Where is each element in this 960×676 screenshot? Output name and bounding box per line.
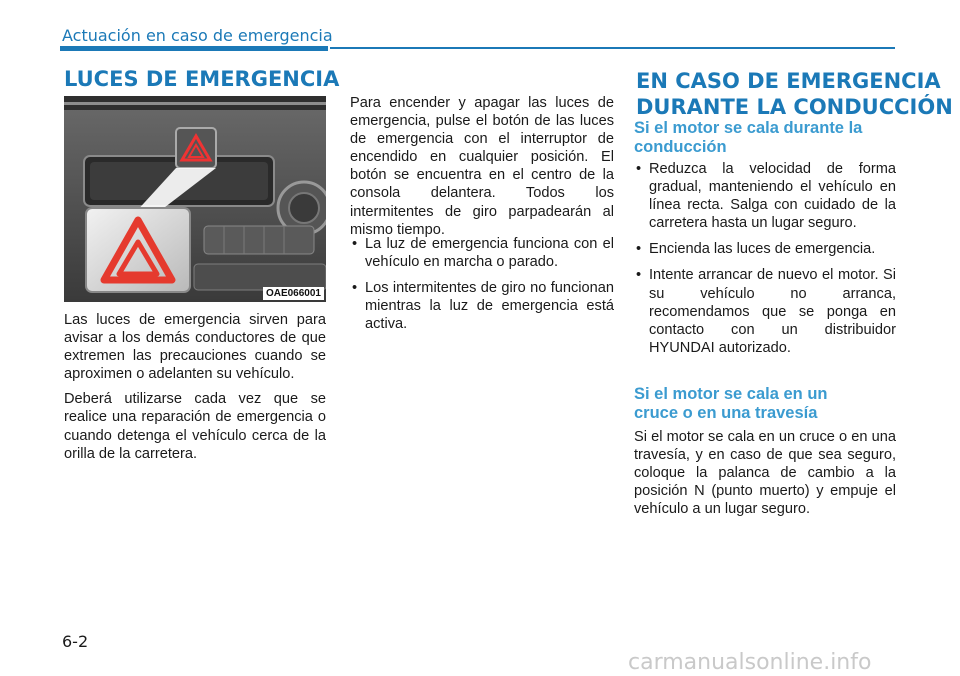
list-item: • Los intermitentes de giro no funcionan mientras la luz de emergencia está activa. (352, 280, 614, 333)
list-item: • La luz de emergencia funciona con el vehículo en marcha o parado. (352, 236, 614, 271)
section-title: Actuación en caso de emergencia (62, 26, 333, 45)
right-bullet-list (634, 160, 896, 365)
console-illustration (64, 96, 326, 302)
header-accent-bar (60, 46, 328, 51)
left-body (64, 311, 326, 470)
middle-body (350, 94, 614, 246)
paragraph: Si el motor se cala en un cruce o en una travesía, y en caso de que sea seguro, coloque la palanca de cambio a la posición N (punto muerto) y empuje el vehículo a un lugar seguro. (634, 429, 896, 518)
page-number: 6-2 (62, 632, 89, 651)
list-item: • Intente arrancar de nuevo el motor. Si su vehículo no arranca, recomendamos que se ponga en contacto con un distribuidor HYUNDAI autorizado. (636, 267, 896, 356)
list-item: • Encienda las luces de emergencia. (636, 241, 876, 258)
list-item: • Reduzca la velocidad de forma gradual, manteniendo el vehículo en línea recta. Salga con cuidado de la carretera hasta un lugar seguro. (636, 161, 896, 232)
watermark: carmanualsonline.info (628, 650, 872, 675)
subheading-engine-stalls-driving: Si el motor se cala durante la conducción (634, 119, 863, 156)
header-rule (330, 47, 895, 49)
paragraph: Deberá utilizarse cada vez que se realice una reparación de emergencia o cuando detenga el vehículo cerca de la orilla de la carretera. (64, 391, 326, 462)
heading-hazard-lights: LUCES DE EMERGENCIA (64, 67, 340, 91)
heading-emergency-while-driving: EN CASO DE EMERGENCIA DURANTE LA CONDUCCIÓN (636, 69, 953, 119)
subheading-engine-stalls-crossing: Si el motor se cala en un cruce o en una travesía (634, 385, 828, 422)
image-caption: OAE066001 (263, 287, 324, 300)
paragraph: Para encender y apagar las luces de emergencia, pulse el botón de las luces de emergencia con el interruptor de encendido en cualquier posición. El botón se encuentra en el centro de la consola delantera. Todos los intermitentes de giro parpadearán al mismo tiempo. (350, 95, 614, 238)
hazard-switch-photo (64, 96, 326, 302)
middle-bullet-list (350, 235, 614, 341)
paragraph: Las luces de emergencia sirven para avisar a los demás conductores de que extremen las precauciones cuando se aproximen o adelanten su vehículo. (64, 312, 326, 383)
right-body (634, 428, 896, 525)
